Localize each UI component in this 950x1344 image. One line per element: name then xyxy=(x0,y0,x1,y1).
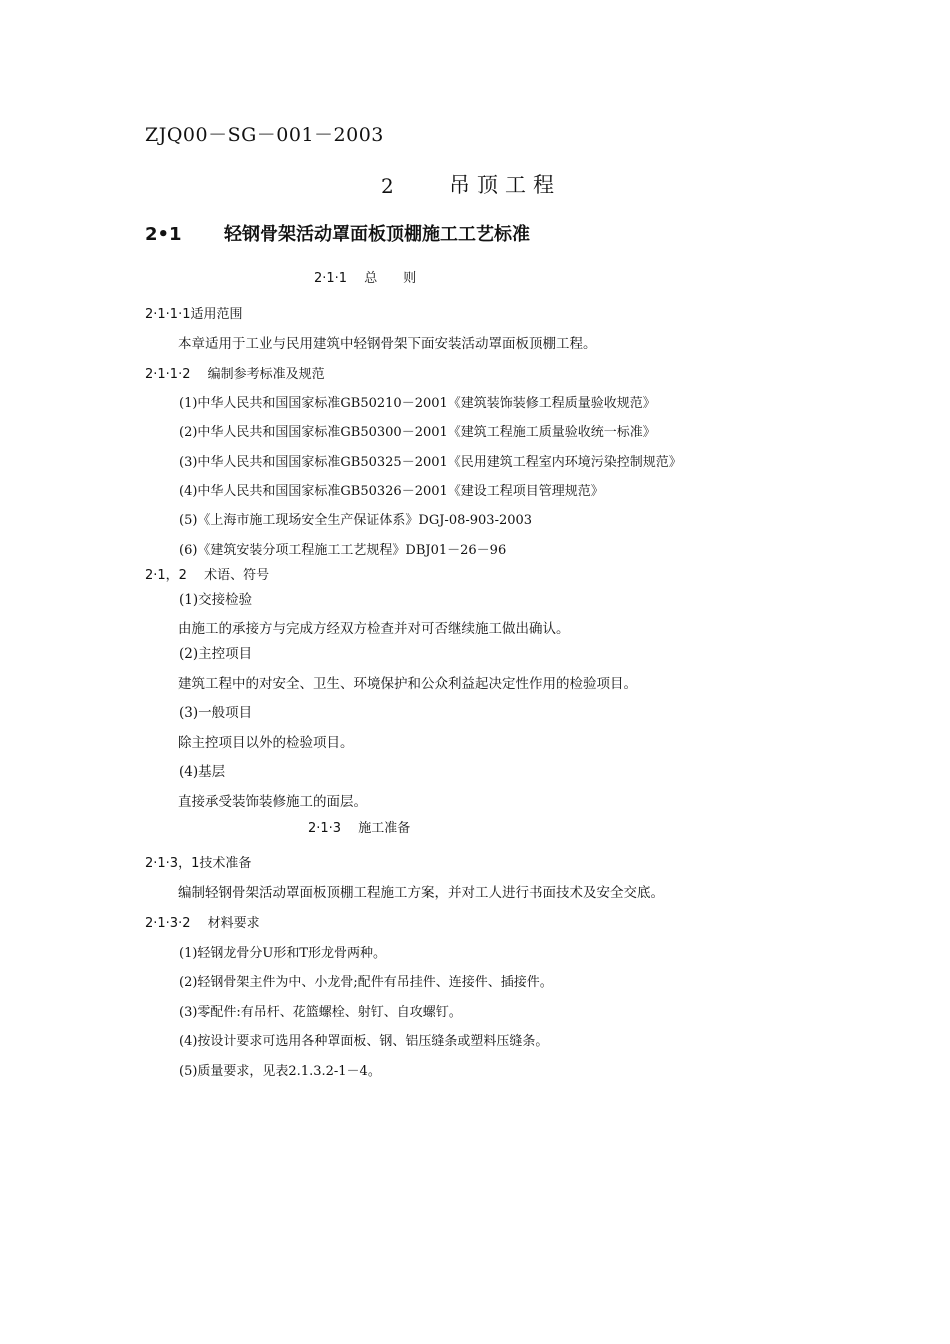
term-definition: 直接承受装饰装修施工的面层。 xyxy=(178,794,367,810)
term-definition: 除主控项目以外的检验项目。 xyxy=(178,735,354,751)
material-item: (3)零配件:有吊杆、花篮螺栓、射钉、自攻螺钉。 xyxy=(179,1005,462,1020)
material-item: (4)按设计要求可选用各种罩面板、钢、铝压缝条或塑料压缝条。 xyxy=(179,1034,549,1049)
term-definition: 由施工的承接方与完成方经双方检查并对可否继续施工做出确认。 xyxy=(178,621,570,637)
reference-item: (5)《上海市施工现场安全生产保证体系》DGJ-08-903-2003 xyxy=(179,513,533,528)
general-heading: 2·1·1 总 则 xyxy=(314,271,417,286)
term-label: (1)交接检验 xyxy=(179,592,253,608)
term-label: (3)一般项目 xyxy=(179,705,253,721)
material-item: (5)质量要求，见表2.1.3.2-1－4。 xyxy=(179,1064,381,1079)
document-code: ZJQ00－SG－001－2003 xyxy=(145,124,384,146)
material-requirements-heading: 2·1·3·2 材料要求 xyxy=(145,916,260,931)
reference-item: (4)中华人民共和国国家标准GB50326－2001《建设工程项目管理规范》 xyxy=(179,484,604,499)
material-item: (1)轻钢龙骨分U形和T形龙骨两种。 xyxy=(179,946,387,961)
term-label: (4)基层 xyxy=(179,764,226,780)
terms-heading: 2·1，2 术语、符号 xyxy=(145,568,270,583)
section-title: 轻钢骨架活动罩面板顶棚施工工艺标准 xyxy=(224,224,530,245)
scope-text: 本章适用于工业与民用建筑中轻钢骨架下面安装活动罩面板顶棚工程。 xyxy=(178,336,597,352)
references-heading: 2·1·1·2 编制参考标准及规范 xyxy=(145,367,325,382)
reference-item: (2)中华人民共和国国家标准GB50300－2001《建筑工程施工质量验收统一标准》 xyxy=(179,425,656,440)
reference-item: (3)中华人民共和国国家标准GB50325－2001《民用建筑工程室内环境污染控制规范》 xyxy=(179,455,682,470)
technical-preparation-text: 编制轻钢骨架活动罩面板顶棚工程施工方案，并对工人进行书面技术及安全交底。 xyxy=(178,885,664,901)
scope-heading: 2·1·1·1适用范围 xyxy=(145,307,243,322)
section-number: 2•1 xyxy=(145,224,182,245)
preparation-heading: 2·1·3 施工准备 xyxy=(308,821,411,836)
term-label: (2)主控项目 xyxy=(179,646,253,662)
chapter-number: 2 xyxy=(381,174,394,198)
term-definition: 建筑工程中的对安全、卫生、环境保护和公众利益起决定性作用的检验项目。 xyxy=(178,676,637,692)
material-item: (2)轻钢骨架主件为中、小龙骨;配件有吊挂件、连接件、插接件。 xyxy=(179,975,553,990)
technical-preparation-heading: 2·1·3，1技术准备 xyxy=(145,856,252,871)
reference-item: (1)中华人民共和国国家标准GB50210－2001《建筑装饰装修工程质量验收规范》 xyxy=(179,396,656,411)
reference-item: (6)《建筑安装分项工程施工工艺规程》DBJ01－26－96 xyxy=(179,543,507,558)
chapter-title: 吊顶工程 xyxy=(449,173,561,197)
